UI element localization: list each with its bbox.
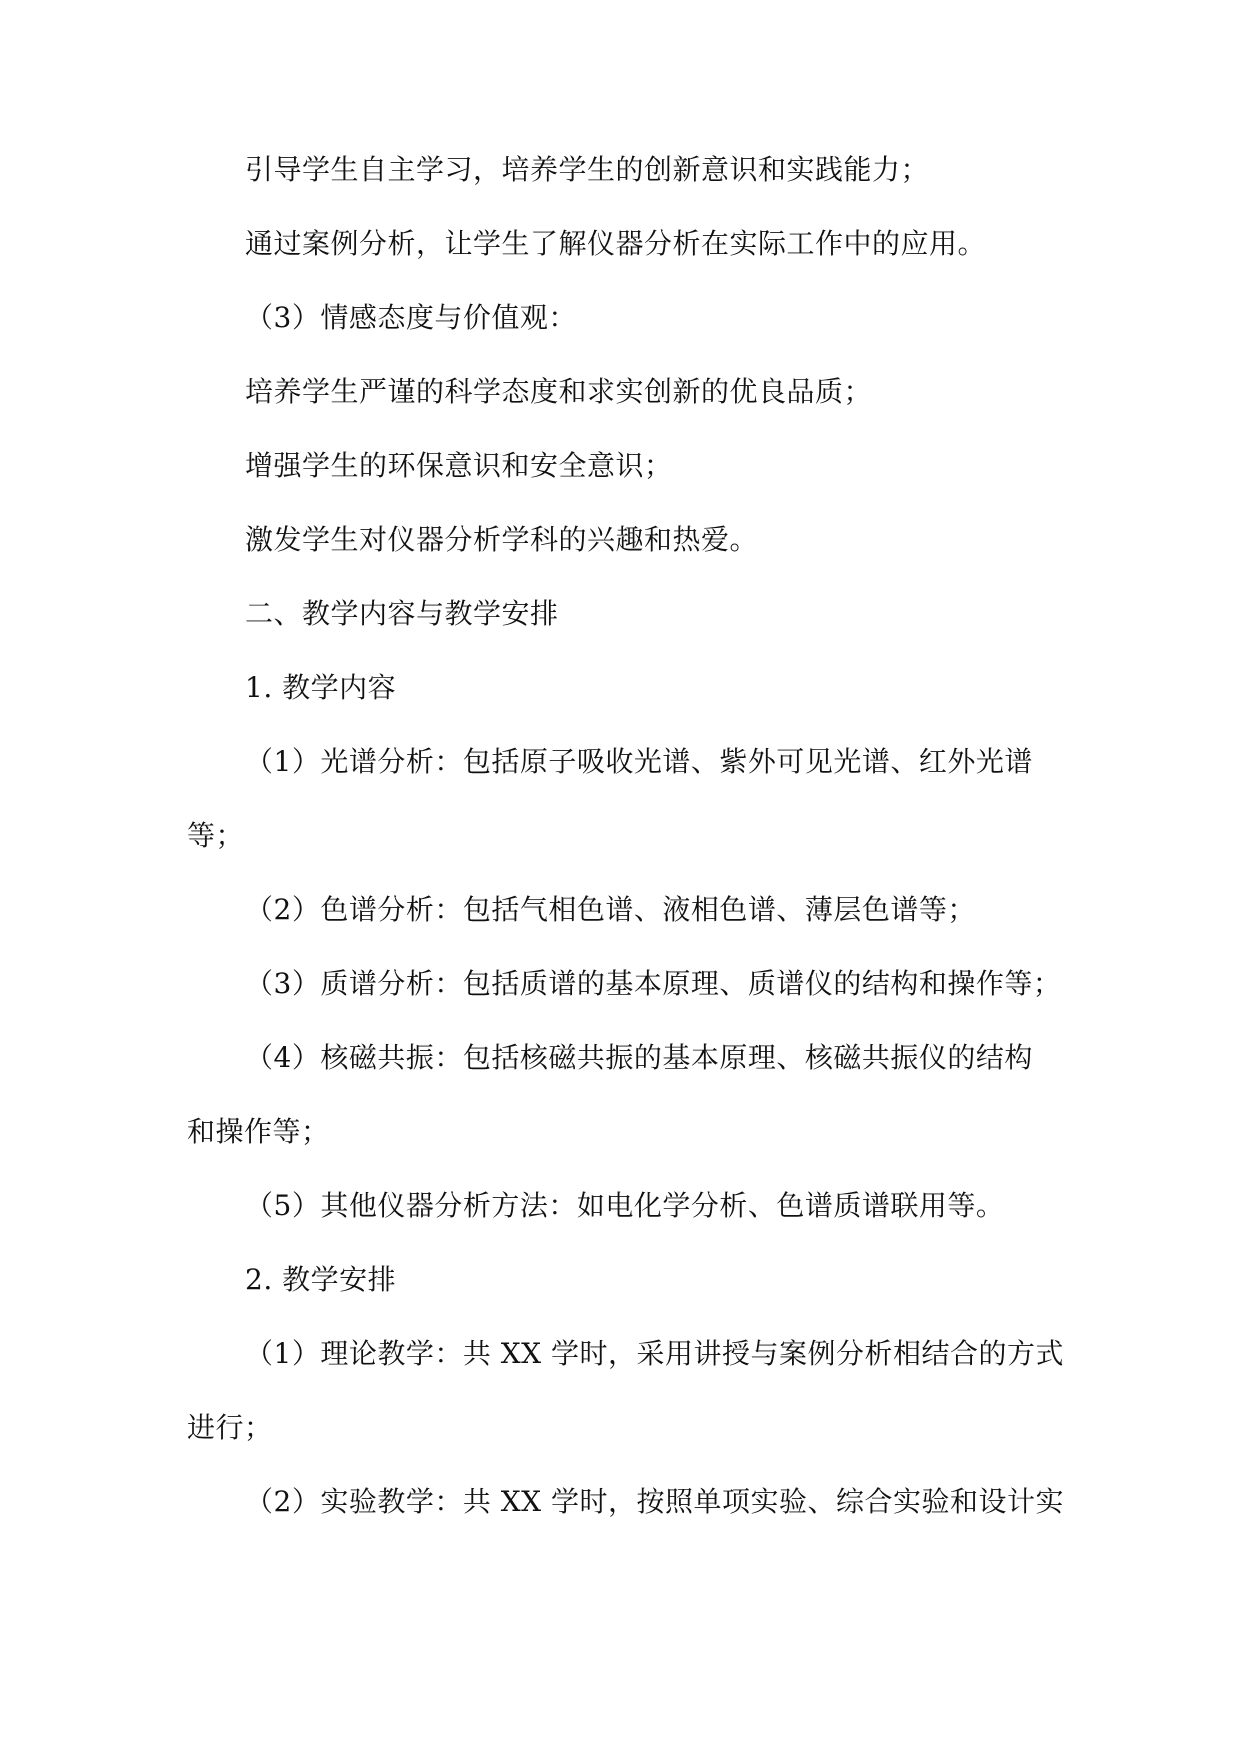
- paragraph-line: （4）核磁共振：包括核磁共振的基本原理、核磁共振仪的结构: [245, 1041, 1033, 1074]
- paragraph-line: （5）其他仪器分析方法：如电化学分析、色谱质谱联用等。: [245, 1189, 1005, 1222]
- paragraph-line: （1）光谱分析：包括原子吸收光谱、紫外可见光谱、红外光谱: [245, 745, 1033, 778]
- section-subheading: （3）情感态度与价值观：: [245, 301, 577, 334]
- paragraph-line: 通过案例分析，让学生了解仪器分析在实际工作中的应用。: [245, 227, 987, 260]
- section-heading: 二、教学内容与教学安排: [245, 597, 559, 630]
- section-subheading: 2. 教学安排: [245, 1263, 397, 1296]
- paragraph-line: 培养学生严谨的科学态度和求实创新的优良品质；: [245, 375, 873, 408]
- paragraph-line: （3）质谱分析：包括质谱的基本原理、质谱仪的结构和操作等；: [245, 967, 1062, 1000]
- paragraph-line: 引导学生自主学习，培养学生的创新意识和实践能力；: [245, 153, 930, 186]
- paragraph-line-continued: 进行；: [187, 1411, 273, 1444]
- paragraph-line: （1）理论教学：共 XX 学时，采用讲授与案例分析相结合的方式: [245, 1337, 1064, 1370]
- section-subheading: 1. 教学内容: [245, 671, 397, 704]
- paragraph-line: 激发学生对仪器分析学科的兴趣和热爱。: [245, 523, 759, 556]
- paragraph-line: 增强学生的环保意识和安全意识；: [245, 449, 673, 482]
- paragraph-line: （2）色谱分析：包括气相色谱、液相色谱、薄层色谱等；: [245, 893, 976, 926]
- paragraph-line: （2）实验教学：共 XX 学时，按照单项实验、综合实验和设计实: [245, 1485, 1064, 1518]
- paragraph-line-continued: 等；: [187, 819, 245, 852]
- paragraph-line-continued: 和操作等；: [187, 1115, 330, 1148]
